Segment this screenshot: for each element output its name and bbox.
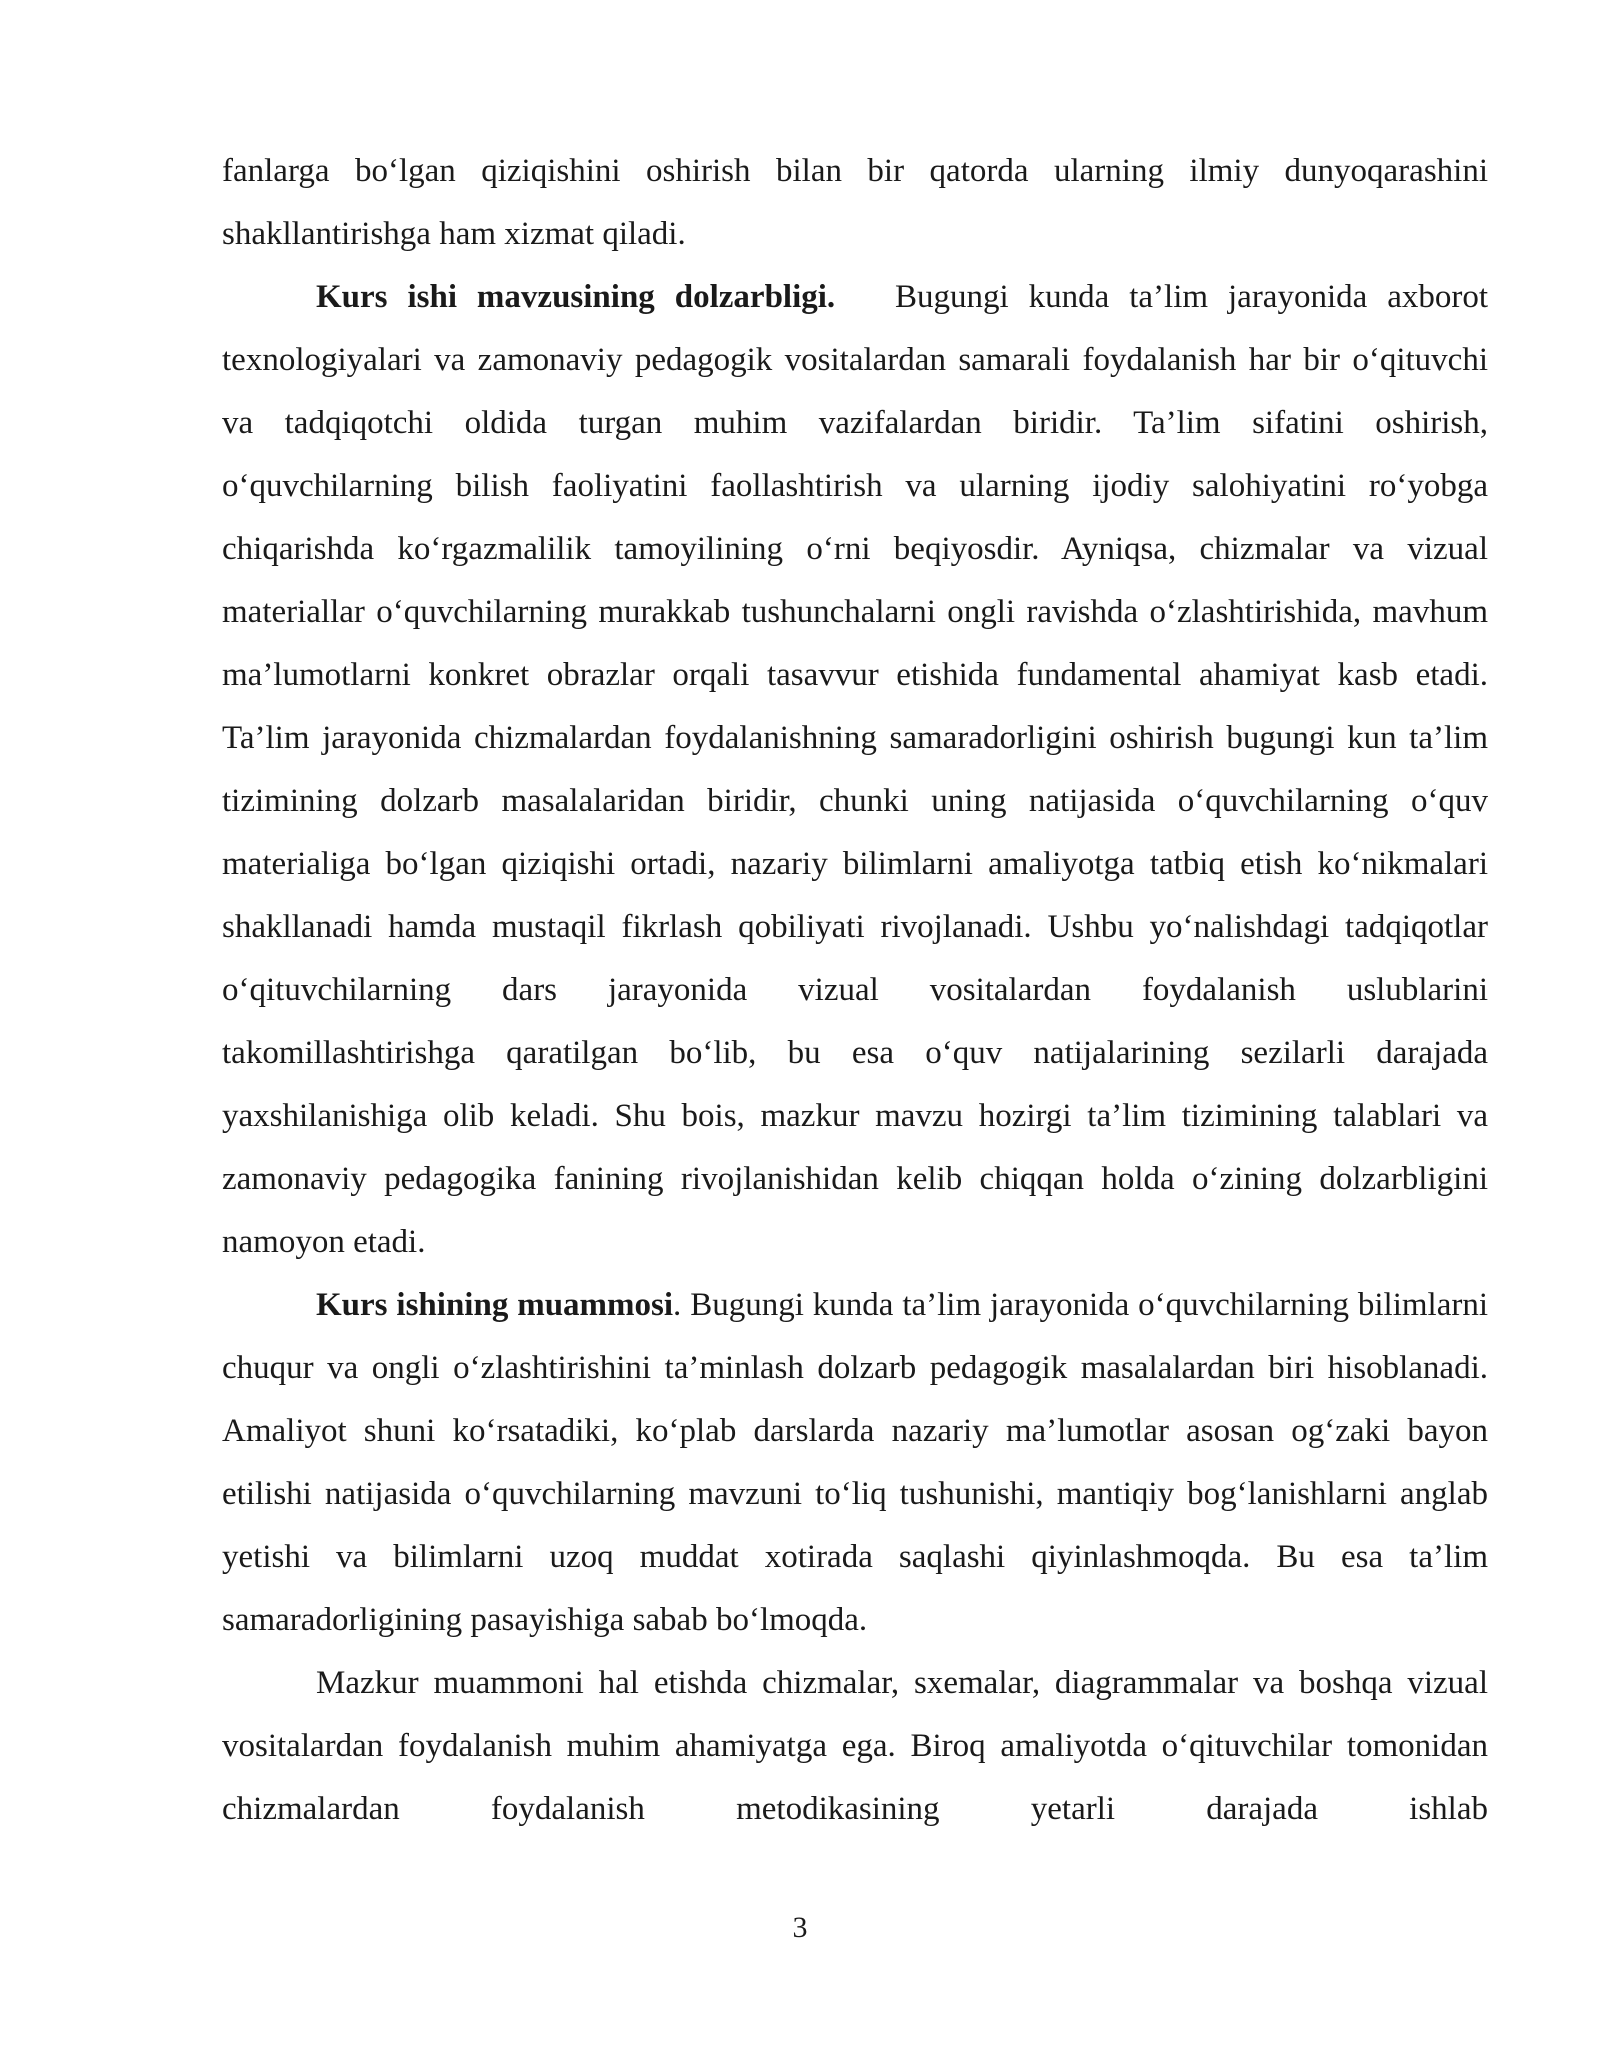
page-number: 3	[792, 1911, 808, 1944]
paragraph-text: . Bugungi kunda ta’lim jarayonida o‘quvchilarning bilimlarni chuqur va ongli o‘zlashtirishini ta’minlash dolzarb pedagogik masalalardan biri hisoblanadi. Amaliyot shuni ko‘rsatadiki, ko‘plab darslarda nazariy ma’lumotlar asosan og‘zaki bayon etilishi natijasida o‘quvchilarning mavzuni to‘liq tushunishi, mantiqiy bog‘lanishlarni anglab yetishi va bilimlarni uzoq muddat xotirada saqlashi qiyinlashmoqda. Bu esa ta’lim samaradorligining pasayishiga sabab bo‘lmoqda.	[222, 1287, 1489, 1638]
document-page	[222, 140, 1488, 1841]
paragraph-solution	[222, 1652, 1488, 1841]
paragraph-text: fanlarga bo‘lgan qiziqishini oshirish bilan bir qatorda ularning ilmiy dunyoqarashini shakllantirishga ham xizmat qiladi.	[222, 153, 1488, 252]
paragraph-relevance	[222, 266, 1488, 1274]
paragraph-text: Bugungi kunda ta’lim jarayonida axborot texnologiyalari va zamonaviy pedagogik vositalardan samarali foydalanish har bir o‘qituvchi va tadqiqotchi oldida turgan muhim vazifalardan biridir. Ta’lim sifatini oshirish, o‘quvchilarning bilish faoliyatini faollashtirish va ularning ijodiy salohiyatini ro‘yobga chiqarishda ko‘rgazmalilik tamoyilining o‘rni beqiyosdir. Ayniqsa, chizmalar va vizual materiallar o‘quvchilarning murakkab tushunchalarni ongli ravishda o‘zlashtirishida, mavhum ma’lumotlarni konkret obrazlar orqali tasavvur etishida fundamental ahamiyat kasb etadi. Ta’lim jarayonida chizmalardan foydalanishning samaradorligini oshirish bugungi kun ta’lim tizimining dolzarb masalalaridan biridir, chunki uning natijasida o‘quvchilarning o‘quv materialiga bo‘lgan qiziqishi ortadi, nazariy bilimlarni amaliyotga tatbiq etish ko‘nikmalari shakllanadi hamda mustaqil fikrlash qobiliyati rivojlanadi. Ushbu yo‘nalishdagi tadqiqotlar o‘qituvchilarning dars jarayonida vizual vositalardan foydalanish uslublarini takomillashtirishga qaratilgan bo‘lib, bu esa o‘quv natijalarining sezilarli darajada yaxshilanishiga olib keladi. Shu bois, mazkur mavzu hozirgi ta’lim tizimining talablari va zamonaviy pedagogika fanining rivojlanishidan kelib chiqqan holda o‘zining dolzarbligini namoyon etadi.	[222, 279, 1489, 1260]
paragraph-problem	[222, 1274, 1488, 1652]
paragraph-text: Mazkur muammoni hal etishda chizmalar, sxemalar, diagrammalar va boshqa vizual vositalardan foydalanish muhim ahamiyatga ega. Biroq amaliyotda o‘qituvchilar tomonidan chizmalardan foydalanish metodikasining yetarli darajada ishlab	[222, 1665, 1488, 1827]
paragraph-continuation	[222, 140, 1488, 266]
relevance-heading: Kurs ishi mavzusining dolzarbligi.	[316, 279, 836, 315]
problem-heading: Kurs ishining muammosi	[316, 1287, 674, 1323]
